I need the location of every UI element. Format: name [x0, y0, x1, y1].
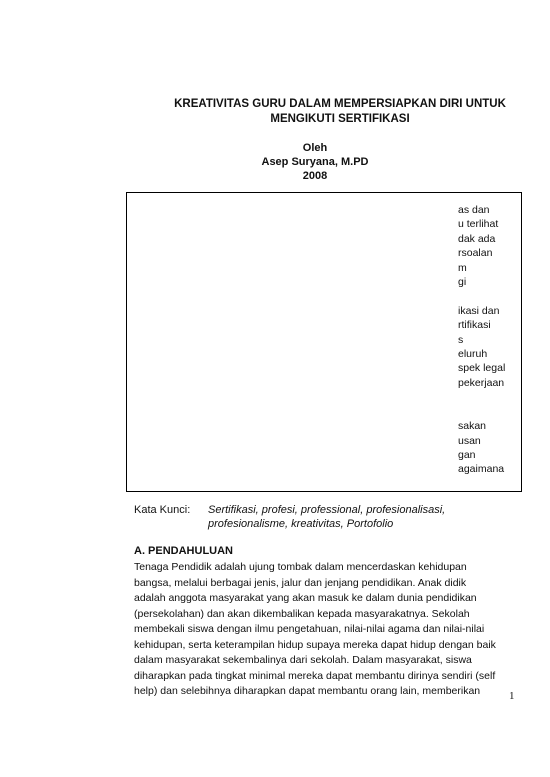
- abstract-fragment-line: gi: [458, 276, 467, 289]
- abstract-fragment-line: sakan: [458, 420, 487, 433]
- abstract-fragment-line: spek legal: [458, 362, 506, 375]
- title-line-2: MENGIKUTI SERTIFIKASI: [270, 113, 410, 125]
- author-name: Asep Suryana, M.PD: [261, 156, 369, 168]
- title-line-1: KREATIVITAS GURU DALAM MEMPERSIAPKAN DIRI UNTUK: [174, 98, 506, 110]
- abstract-fragment-line: dak ada: [458, 232, 496, 245]
- body-line: kehidupan, serta keterampilan hidup supaya mereka dapat hidup dengan baik: [134, 638, 496, 651]
- abstract-fragment-line: rsoalan: [458, 247, 493, 260]
- keywords-label: Kata Kunci:: [134, 504, 191, 516]
- byline-label: Oleh: [302, 142, 328, 154]
- body-line: Tenaga Pendidik adalah ujung tombak dalam mencerdaskan kehidupan: [134, 561, 467, 573]
- section-heading: A. PENDAHULUAN: [134, 545, 233, 557]
- body-line: diharapkan pada tingkat minimal mereka dapat membantu dirinya sendiri (self: [134, 669, 496, 682]
- abstract-fragment-line: rtifikasi: [458, 319, 491, 332]
- publication-year: 2008: [302, 170, 328, 182]
- abstract-fragment-line: m: [458, 261, 467, 274]
- abstract-fragment-line: [458, 390, 522, 404]
- body-line: help) dan selebihnya diharapkan dapat membantu orang lain, memberikan: [134, 685, 481, 697]
- body-line: adalah anggota masyarakat yang akan masuk ke dalam dunia pendidikan: [134, 592, 477, 604]
- body-line: dalam masyarakat sekembalinya dari sekolah. Dalam masyarakat, siswa: [134, 654, 472, 666]
- body-text: [134, 560, 526, 700]
- abstract-fragment-line: usan: [458, 434, 481, 447]
- abstract-fragment-line: agaimana: [458, 463, 505, 476]
- byline: [130, 141, 500, 183]
- abstract-fragment-line: gan: [458, 448, 476, 461]
- page-number: 1: [509, 690, 515, 702]
- abstract-fragment-line: u terlihat: [458, 218, 499, 231]
- body-line: (persekolahan) dan akan dikembalikan kepada masyarakatnya. Sekolah: [134, 607, 470, 620]
- body-line: membekali siswa dengan ilmu pengetahuan, nilai-nilai agama dan nilai-nilai: [134, 623, 485, 635]
- keywords-text: Sertifikasi, profesi, professional, profesionalisasi, profesionalisme, kreativitas, Portofolio: [208, 504, 446, 530]
- abstract-fragment-line: [458, 289, 522, 303]
- body-line: bangsa, melalui berbagai jenis, jalur dan jenjang pendidikan. Anak didik: [134, 576, 467, 589]
- abstract-cover-panel: [127, 193, 457, 491]
- abstract-fragment-line: pekerjaan: [458, 376, 505, 389]
- document-title: [130, 97, 550, 127]
- abstract-fragment-line: eluruh: [458, 348, 488, 361]
- abstract-fragment-line: as dan: [458, 204, 490, 216]
- abstract-fragment-line: ikasi dan: [458, 304, 500, 317]
- abstract-box: [126, 192, 522, 492]
- abstract-fragments: [458, 203, 522, 477]
- abstract-fragment-line: [458, 405, 522, 419]
- abstract-fragment-line: s: [458, 333, 464, 346]
